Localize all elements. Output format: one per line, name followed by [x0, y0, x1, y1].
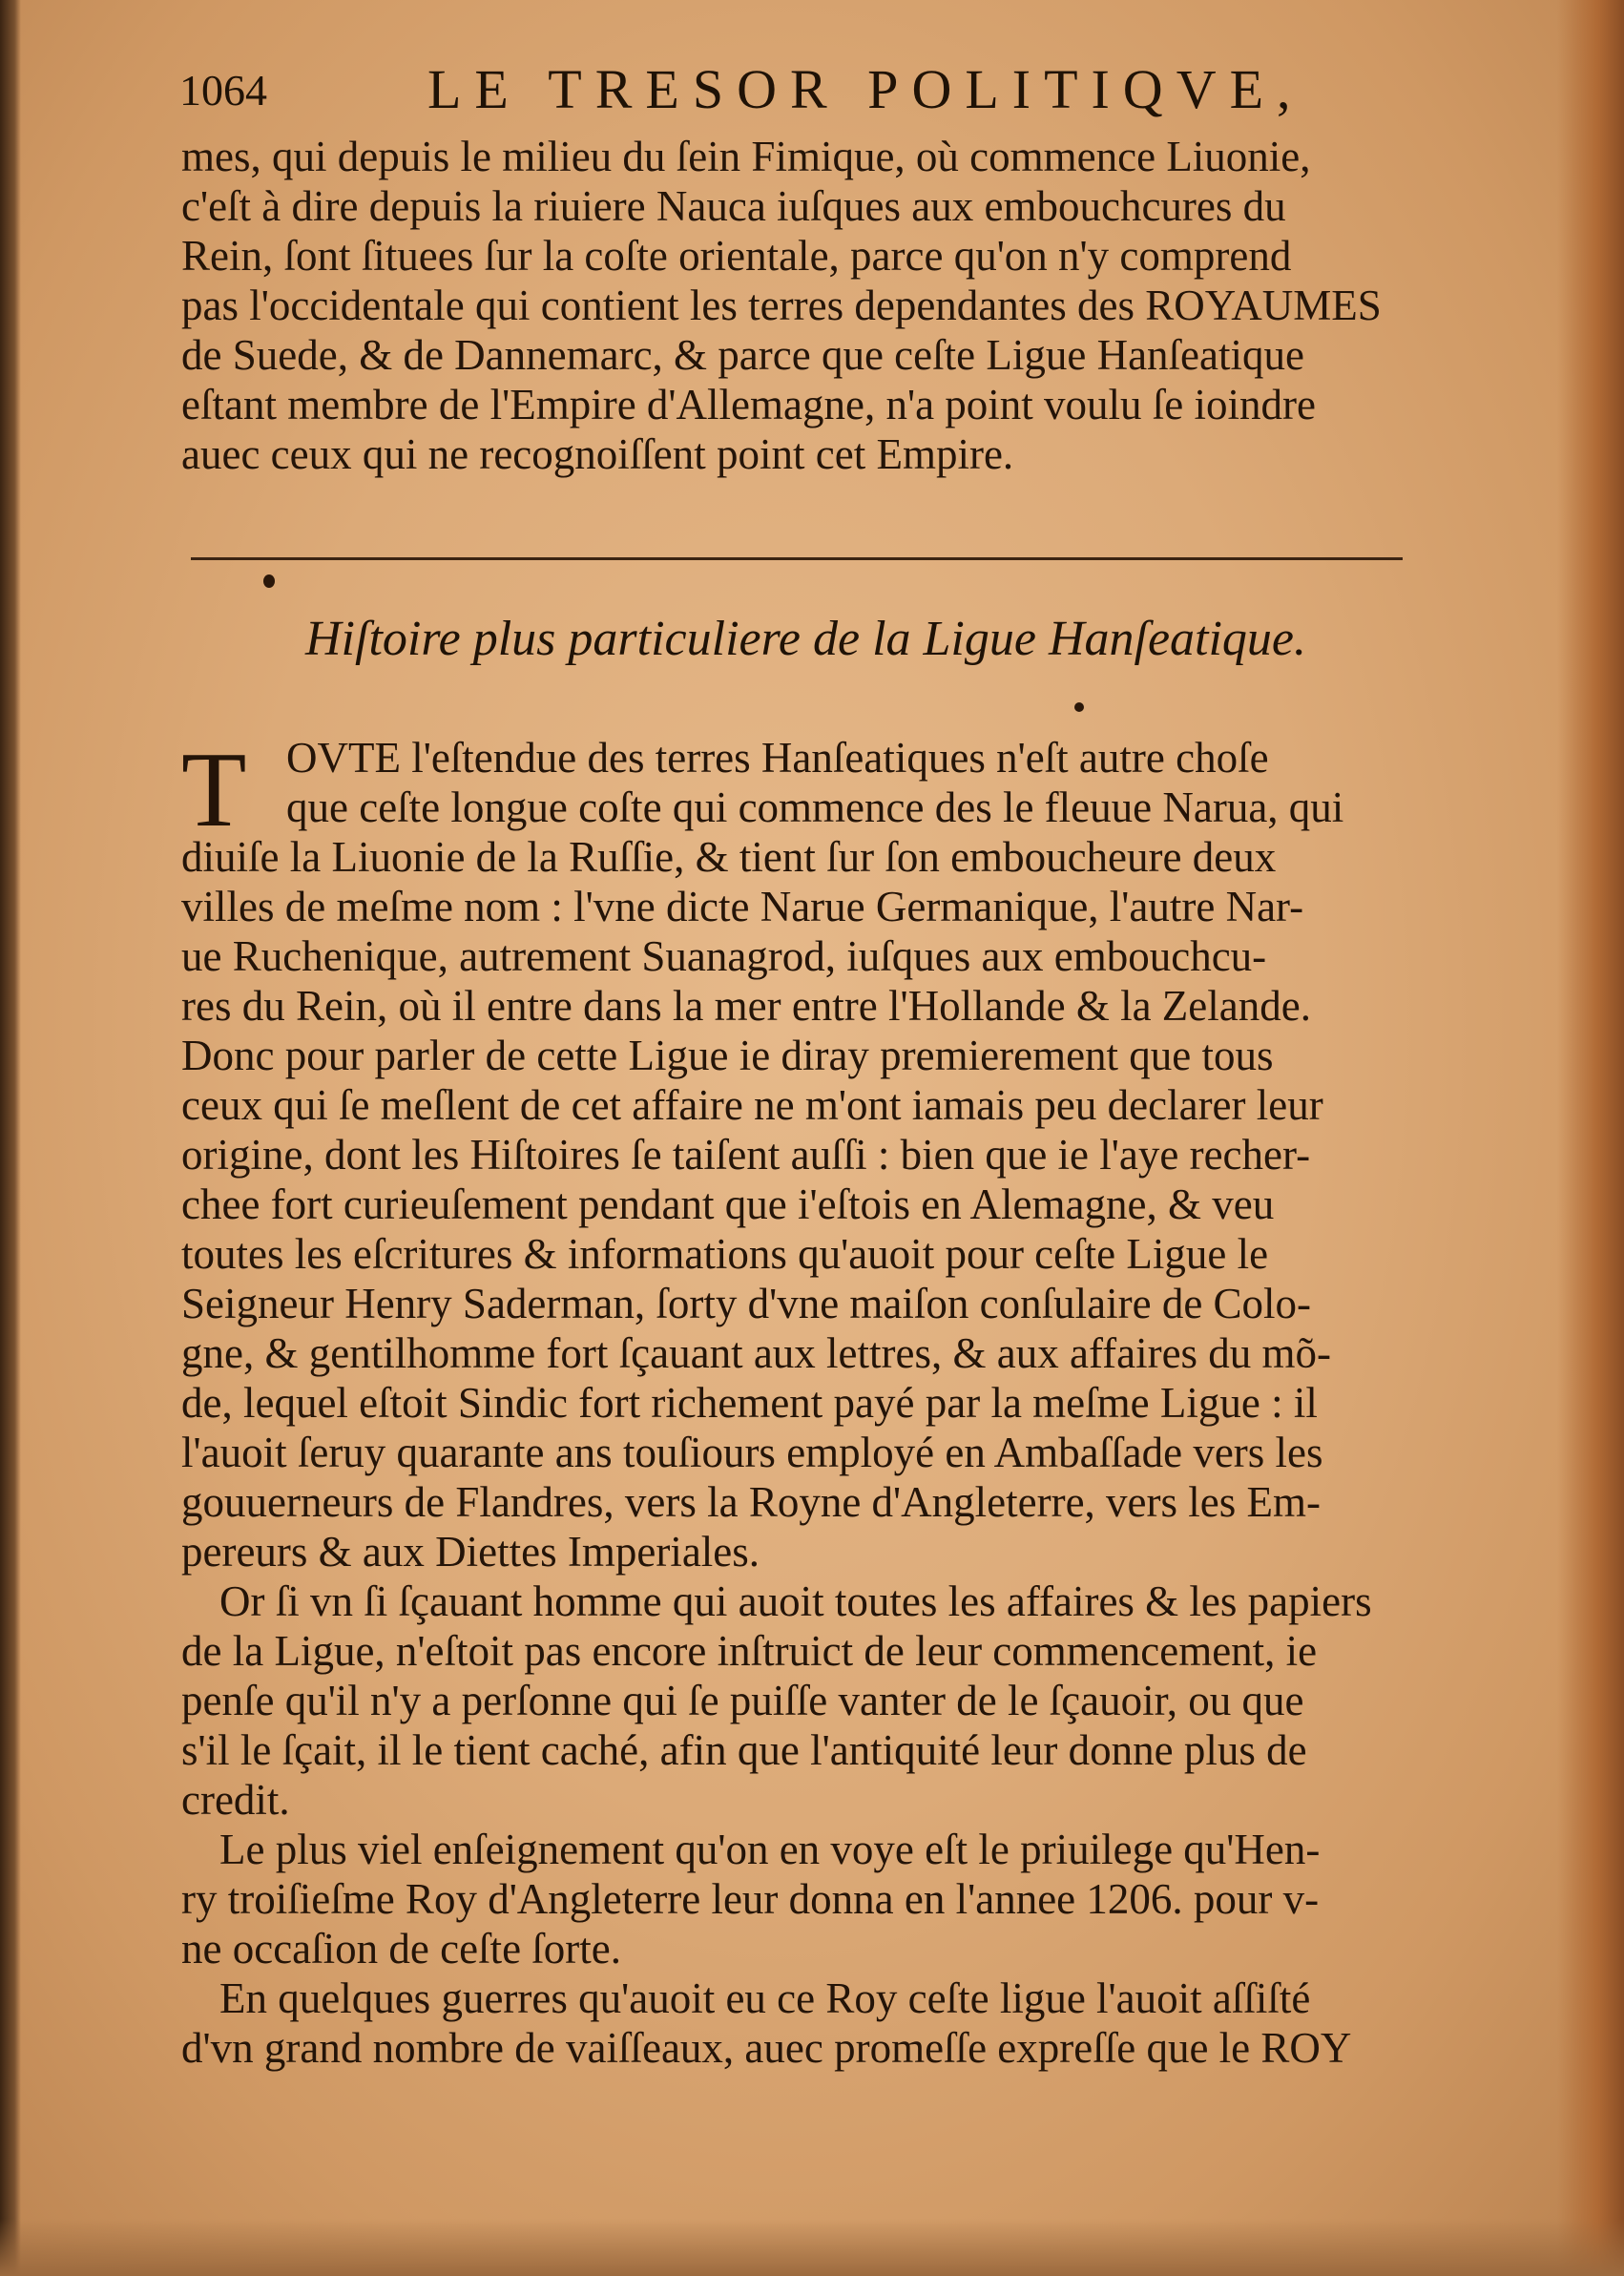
text-line: Seigneur Henry Saderman, ſorty d'vne maiſon conſulaire de Colo- [181, 1280, 1312, 1327]
text-line: auec ceux qui ne recognoiſſent point cet Empire. [181, 430, 1014, 478]
page-number: 1064 [179, 66, 267, 115]
text-line: diuiſe la Liuonie de la Ruſſie, & tient ſur ſon emboucheure deux [181, 833, 1277, 881]
drop-cap-lines [286, 733, 1450, 832]
text-line: d'vn grand nombre de vaiſſeaux, auec promeſſe expreſſe que le ROY [181, 2024, 1352, 2072]
text-line: En quelques guerres qu'auoit eu ce Roy ceſte ligue l'auoit aſſiſté [219, 1974, 1311, 2022]
page-header [179, 57, 1458, 124]
text-line: credit. [181, 1776, 290, 1824]
text-line: de Suede, & de Dannemarc, & parce que ceſte Ligue Hanſeatique [181, 331, 1304, 379]
text-line: OVTE l'eſtendue des terres Hanſeatiques n'eſt autre choſe [286, 734, 1269, 782]
body-text [181, 832, 1460, 2073]
text-line: de la Ligue, n'eſtoit pas encore inſtruict de leur commencement, ie [181, 1627, 1318, 1675]
page-edge-stain [1557, 0, 1624, 2276]
text-line: ceux qui ſe meſlent de cet affaire ne m'ont iamais peu declarer leur [181, 1081, 1323, 1129]
section-divider [191, 557, 1403, 560]
page-bottom-stain [0, 2219, 1624, 2276]
paragraph [181, 832, 1460, 1576]
text-line: villes de meſme nom : l'vne dicte Narue Germanique, l'autre Nar- [181, 883, 1304, 930]
text-line: Rein, ſont ſituees ſur la coſte orientale, parce qu'on n'y comprend [181, 232, 1292, 280]
section-title: Hiſtoire plus particuliere de la Ligue Hanſeatique. [305, 612, 1307, 666]
text-line: de, lequel eſtoit Sindic fort richement payé par la meſme Ligue : il [181, 1379, 1318, 1427]
page-gutter-shadow [0, 0, 21, 2276]
paragraph [181, 1973, 1460, 2073]
text-line: Le plus viel enſeignement qu'on en voye eſt le priuilege qu'Hen- [219, 1826, 1321, 1873]
paragraph [181, 1576, 1460, 1825]
text-line: s'il le ſçait, il le tient caché, afin que l'antiquité leur donne plus de [181, 1726, 1307, 1774]
text-line: ne occaſion de ceſte ſorte. [181, 1925, 622, 1973]
text-line: pas l'occidentale qui contient les terres dependantes des ROYAUMES [181, 282, 1382, 329]
drop-cap: T [181, 731, 247, 849]
paragraph [181, 1825, 1460, 1973]
text-line: gne, & gentilhomme fort ſçauant aux lettres, & aux affaires du mõ- [181, 1329, 1332, 1377]
running-title: LE TRESOR POLITIQVE, [427, 58, 1304, 120]
ink-blot [1074, 702, 1084, 712]
text-line: toutes les eſcritures & informations qu'auoit pour ceſte Ligue le [181, 1230, 1269, 1278]
continued-paragraph [181, 132, 1460, 479]
text-line: que ceſte longue coſte qui commence des le fleuue Narua, qui [286, 783, 1344, 831]
text-line: chee fort curieuſement pendant que i'eſtois en Alemagne, & veu [181, 1180, 1275, 1228]
ink-blot [263, 574, 275, 588]
text-line: gouuerneurs de Flandres, vers la Royne d'Angleterre, vers les Em- [181, 1478, 1321, 1526]
text-line: Donc pour parler de cette Ligue ie diray premierement que tous [181, 1032, 1274, 1079]
text-line: pereurs & aux Diettes Imperiales. [181, 1528, 760, 1576]
text-line: mes, qui depuis le milieu du ſein Fimique, où commence Liuonie, [181, 133, 1311, 180]
text-line: l'auoit ſeruy quarante ans touſiours employé en Ambaſſade vers les [181, 1429, 1323, 1476]
text-line: penſe qu'il n'y a perſonne qui ſe puiſſe vanter de le ſçauoir, ou que [181, 1677, 1304, 1724]
text-line: c'eſt à dire depuis la riuiere Nauca iuſques aux embouchcures du [181, 182, 1286, 230]
text-line: ue Ruchenique, autrement Suanagrod, iuſques aux embouchcu- [181, 932, 1267, 980]
text-line: eſtant membre de l'Empire d'Allemagne, n'a point voulu ſe ioindre [181, 381, 1316, 428]
text-line: res du Rein, où il entre dans la mer entre l'Hollande & la Zelande. [181, 982, 1311, 1030]
text-line: Or ſi vn ſi ſçauant homme qui auoit toutes les affaires & les papiers [219, 1577, 1372, 1625]
text-line: origine, dont les Hiſtoires ſe taiſent auſſi : bien que ie l'aye recher- [181, 1131, 1311, 1179]
text-line: ry troiſieſme Roy d'Angleterre leur donna en l'annee 1206. pour v- [181, 1875, 1320, 1923]
